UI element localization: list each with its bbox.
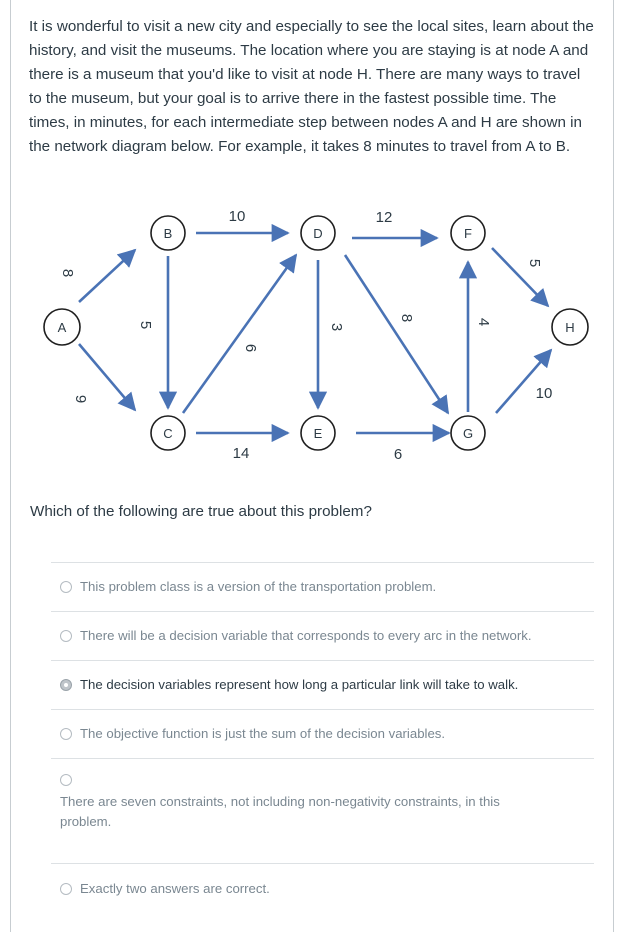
divider bbox=[51, 709, 594, 710]
answer-option-label: The objective function is just the sum of the decision variables. bbox=[80, 726, 446, 741]
answer-option-2[interactable] bbox=[60, 628, 532, 643]
network-diagram bbox=[0, 195, 638, 475]
weight-d-e: 3 bbox=[328, 322, 345, 332]
problem-intro: It is wonderful to visit a new city and especially to see the local sites, learn about the history, and visit the museums. The location where you are staying is at node A and there is a museum that you'd like to visit at node H. There are many ways to travel to the museum, but your goal is to arrive there in the fastest possible time. The times, in minutes, for each intermediate step between nodes A and H are shown in the network diagram below. For example, it takes 8 minutes to travel from A to B. bbox=[29, 18, 594, 155]
weight-a-c: 9 bbox=[72, 394, 89, 404]
divider bbox=[51, 863, 594, 864]
weight-g-h: 10 bbox=[535, 385, 553, 402]
edge-g-h bbox=[496, 350, 551, 413]
answer-option-label: There will be a decision variable that corresponds to every arc in the network. bbox=[80, 628, 532, 643]
radio-button[interactable] bbox=[60, 630, 72, 642]
weight-d-g: 8 bbox=[398, 313, 415, 323]
answer-option-label: There are seven constraints, not including non-negativity constraints, in this problem. bbox=[60, 794, 500, 829]
answer-option-3[interactable] bbox=[60, 677, 518, 692]
answer-option-5[interactable] bbox=[60, 774, 80, 786]
answer-option-6[interactable] bbox=[60, 881, 270, 896]
answer-option-4[interactable] bbox=[60, 726, 445, 741]
question-text: Which of the following are true about this problem? bbox=[30, 503, 372, 520]
weight-c-d: 6 bbox=[242, 343, 259, 353]
divider bbox=[51, 758, 594, 759]
edge-a-b bbox=[79, 250, 135, 302]
node-g-label: G bbox=[462, 426, 474, 441]
answer-option-label: This problem class is a version of the transportation problem. bbox=[80, 579, 437, 594]
node-c-label: C bbox=[163, 426, 173, 441]
divider bbox=[51, 562, 594, 563]
node-d-label: D bbox=[313, 226, 323, 241]
weight-e-g: 6 bbox=[393, 446, 403, 463]
node-b-label: B bbox=[163, 226, 173, 241]
edge-c-d bbox=[183, 255, 296, 413]
node-h-label: H bbox=[565, 320, 575, 335]
radio-button[interactable] bbox=[60, 581, 72, 593]
answer-option-label: The decision variables represent how long a particular link will take to walk. bbox=[80, 677, 519, 692]
node-a-label: A bbox=[57, 320, 67, 335]
divider bbox=[51, 660, 594, 661]
weight-b-c: 5 bbox=[137, 320, 154, 330]
radio-button-selected[interactable] bbox=[60, 679, 72, 691]
radio-button[interactable] bbox=[60, 774, 72, 786]
edge-f-h bbox=[492, 248, 548, 306]
weight-f-h: 5 bbox=[526, 258, 543, 268]
node-f-label: F bbox=[464, 226, 472, 241]
answer-option-1[interactable] bbox=[60, 579, 436, 594]
edge-d-g bbox=[345, 255, 448, 413]
answer-option-label: Exactly two answers are correct. bbox=[80, 881, 270, 896]
radio-button[interactable] bbox=[60, 728, 72, 740]
weight-g-f: 4 bbox=[475, 317, 492, 327]
radio-button[interactable] bbox=[60, 883, 72, 895]
weight-b-d: 10 bbox=[228, 208, 246, 225]
weight-c-e: 14 bbox=[232, 445, 250, 462]
weight-a-b: 8 bbox=[59, 268, 76, 278]
divider bbox=[51, 611, 594, 612]
node-e-label: E bbox=[313, 426, 323, 441]
weight-d-f: 12 bbox=[375, 209, 393, 226]
